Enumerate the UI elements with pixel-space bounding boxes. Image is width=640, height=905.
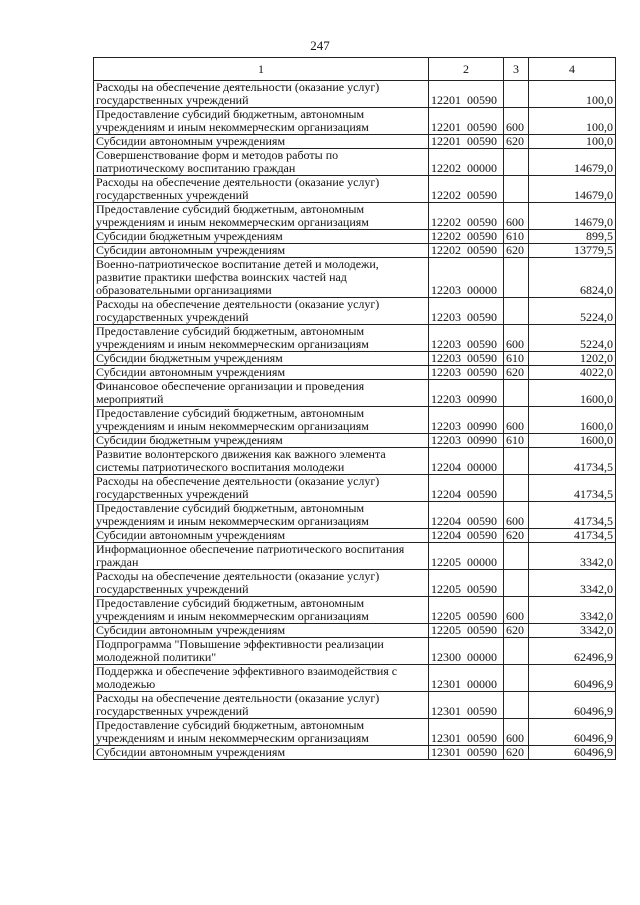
row-code bbox=[429, 434, 504, 448]
table-row bbox=[94, 624, 616, 638]
row-code-direction: 00590 bbox=[467, 623, 497, 637]
row-name: Предоставление субсидий бюджетным, автономным учреждениям и иным некоммерческим организациям bbox=[94, 325, 429, 352]
row-code bbox=[429, 475, 504, 502]
row-expense-type bbox=[504, 638, 529, 665]
row-name: Финансовое обеспечение организации и проведения мероприятий bbox=[94, 380, 429, 407]
row-expense-type: 600 bbox=[504, 203, 529, 230]
table-row bbox=[94, 203, 616, 230]
row-expense-type: 610 bbox=[504, 352, 529, 366]
row-expense-type: 600 bbox=[504, 325, 529, 352]
row-code bbox=[429, 81, 504, 108]
row-amount: 60496,9 bbox=[529, 746, 616, 760]
table-row bbox=[94, 543, 616, 570]
row-code bbox=[429, 692, 504, 719]
row-code-direction: 00000 bbox=[467, 555, 497, 569]
row-code-direction: 00990 bbox=[467, 419, 497, 433]
row-name: Субсидии автономным учреждениям bbox=[94, 529, 429, 543]
row-expense-type bbox=[504, 665, 529, 692]
row-code bbox=[429, 258, 504, 298]
table-row bbox=[94, 149, 616, 176]
table-row bbox=[94, 692, 616, 719]
row-expense-type bbox=[504, 380, 529, 407]
row-code-direction: 00990 bbox=[467, 433, 497, 447]
row-code bbox=[429, 570, 504, 597]
table-row bbox=[94, 502, 616, 529]
row-name: Поддержка и обеспечение эффективного взаимодействия с молодежью bbox=[94, 665, 429, 692]
row-code-program: 12205 bbox=[431, 609, 461, 623]
column-header-2: 2 bbox=[429, 58, 504, 81]
row-name: Субсидии бюджетным учреждениям bbox=[94, 434, 429, 448]
row-code-direction: 00990 bbox=[467, 392, 497, 406]
row-amount: 13779,5 bbox=[529, 244, 616, 258]
row-code-program: 12204 bbox=[431, 528, 461, 542]
table-row bbox=[94, 81, 616, 108]
row-amount: 14679,0 bbox=[529, 203, 616, 230]
row-name: Информационное обеспечение патриотического воспитания граждан bbox=[94, 543, 429, 570]
row-expense-type: 610 bbox=[504, 434, 529, 448]
row-name: Совершенствование форм и методов работы по патриотическому воспитанию граждан bbox=[94, 149, 429, 176]
row-code-direction: 00590 bbox=[467, 609, 497, 623]
table-row bbox=[94, 258, 616, 298]
row-amount: 41734,5 bbox=[529, 529, 616, 543]
row-code-direction: 00590 bbox=[467, 528, 497, 542]
row-code-program: 12205 bbox=[431, 582, 461, 596]
table-row bbox=[94, 597, 616, 624]
row-code-program: 12202 bbox=[431, 215, 461, 229]
row-code-direction: 00590 bbox=[467, 582, 497, 596]
row-code bbox=[429, 244, 504, 258]
row-expense-type: 620 bbox=[504, 135, 529, 149]
row-expense-type bbox=[504, 570, 529, 597]
row-code bbox=[429, 597, 504, 624]
row-expense-type bbox=[504, 543, 529, 570]
row-code bbox=[429, 230, 504, 244]
row-amount: 4022,0 bbox=[529, 366, 616, 380]
row-code-program: 12203 bbox=[431, 392, 461, 406]
row-name: Расходы на обеспечение деятельности (оказание услуг) государственных учреждений bbox=[94, 475, 429, 502]
row-code-direction: 00590 bbox=[467, 365, 497, 379]
row-code bbox=[429, 352, 504, 366]
row-code-direction: 00590 bbox=[467, 134, 497, 148]
table-row bbox=[94, 665, 616, 692]
row-name: Предоставление субсидий бюджетным, автономным учреждениям и иным некоммерческим организациям bbox=[94, 407, 429, 434]
row-code-direction: 00590 bbox=[467, 229, 497, 243]
row-code bbox=[429, 366, 504, 380]
table-row bbox=[94, 719, 616, 746]
table-row bbox=[94, 570, 616, 597]
row-amount: 5224,0 bbox=[529, 298, 616, 325]
row-amount: 6824,0 bbox=[529, 258, 616, 298]
table-row bbox=[94, 230, 616, 244]
row-expense-type: 620 bbox=[504, 624, 529, 638]
row-amount: 60496,9 bbox=[529, 692, 616, 719]
row-expense-type: 600 bbox=[504, 108, 529, 135]
row-expense-type: 600 bbox=[504, 597, 529, 624]
row-amount: 1202,0 bbox=[529, 352, 616, 366]
row-name: Расходы на обеспечение деятельности (оказание услуг) государственных учреждений bbox=[94, 176, 429, 203]
row-amount: 1600,0 bbox=[529, 434, 616, 448]
row-code-program: 12300 bbox=[431, 650, 461, 664]
row-amount: 3342,0 bbox=[529, 543, 616, 570]
row-amount: 14679,0 bbox=[529, 149, 616, 176]
row-code bbox=[429, 407, 504, 434]
row-name: Развитие волонтерского движения как важного элемента системы патриотического воспитания молодежи bbox=[94, 448, 429, 475]
row-code-direction: 00000 bbox=[467, 283, 497, 297]
row-code-program: 12202 bbox=[431, 188, 461, 202]
table-row bbox=[94, 108, 616, 135]
column-header-1: 1 bbox=[94, 58, 429, 81]
row-code-program: 12301 bbox=[431, 731, 461, 745]
table-body bbox=[94, 81, 616, 760]
row-code-program: 12205 bbox=[431, 555, 461, 569]
table-row bbox=[94, 475, 616, 502]
row-expense-type bbox=[504, 81, 529, 108]
row-code-program: 12203 bbox=[431, 419, 461, 433]
row-name: Предоставление субсидий бюджетным, автономным учреждениям и иным некоммерческим организациям bbox=[94, 597, 429, 624]
row-expense-type bbox=[504, 692, 529, 719]
row-code bbox=[429, 380, 504, 407]
row-name: Субсидии бюджетным учреждениям bbox=[94, 230, 429, 244]
row-expense-type bbox=[504, 176, 529, 203]
row-expense-type: 620 bbox=[504, 746, 529, 760]
row-code-direction: 00590 bbox=[467, 487, 497, 501]
row-expense-type bbox=[504, 448, 529, 475]
row-amount: 62496,9 bbox=[529, 638, 616, 665]
row-name: Предоставление субсидий бюджетным, автономным учреждениям и иным некоммерческим организациям bbox=[94, 203, 429, 230]
row-code-program: 12203 bbox=[431, 433, 461, 447]
row-code bbox=[429, 108, 504, 135]
table-row bbox=[94, 325, 616, 352]
row-code-direction: 00590 bbox=[467, 120, 497, 134]
row-amount: 1600,0 bbox=[529, 380, 616, 407]
row-code-direction: 00000 bbox=[467, 161, 497, 175]
row-code bbox=[429, 135, 504, 149]
row-name: Подпрограмма "Повышение эффективности реализации молодежной политики" bbox=[94, 638, 429, 665]
row-code-direction: 00590 bbox=[467, 731, 497, 745]
row-amount: 60496,9 bbox=[529, 665, 616, 692]
row-amount: 41734,5 bbox=[529, 475, 616, 502]
row-name: Расходы на обеспечение деятельности (оказание услуг) государственных учреждений bbox=[94, 298, 429, 325]
row-expense-type: 610 bbox=[504, 230, 529, 244]
row-expense-type: 620 bbox=[504, 366, 529, 380]
table-row bbox=[94, 298, 616, 325]
row-code-direction: 00590 bbox=[467, 337, 497, 351]
row-code bbox=[429, 149, 504, 176]
row-amount: 3342,0 bbox=[529, 570, 616, 597]
table-row bbox=[94, 352, 616, 366]
table-row bbox=[94, 746, 616, 760]
row-name: Субсидии автономным учреждениям bbox=[94, 366, 429, 380]
table-row bbox=[94, 529, 616, 543]
row-amount: 41734,5 bbox=[529, 448, 616, 475]
row-code-program: 12205 bbox=[431, 623, 461, 637]
table-row bbox=[94, 380, 616, 407]
row-code-direction: 00590 bbox=[467, 243, 497, 257]
row-name: Расходы на обеспечение деятельности (оказание услуг) государственных учреждений bbox=[94, 692, 429, 719]
table-row bbox=[94, 638, 616, 665]
row-name: Субсидии автономным учреждениям bbox=[94, 135, 429, 149]
table-row bbox=[94, 366, 616, 380]
row-code-program: 12204 bbox=[431, 460, 461, 474]
column-header-3: 3 bbox=[504, 58, 529, 81]
row-code-direction: 00590 bbox=[467, 310, 497, 324]
row-code bbox=[429, 638, 504, 665]
row-code bbox=[429, 665, 504, 692]
row-code-program: 12301 bbox=[431, 677, 461, 691]
row-code bbox=[429, 529, 504, 543]
row-code-program: 12203 bbox=[431, 337, 461, 351]
row-code-program: 12204 bbox=[431, 514, 461, 528]
row-amount: 100,0 bbox=[529, 108, 616, 135]
table-row bbox=[94, 448, 616, 475]
row-name: Субсидии автономным учреждениям bbox=[94, 244, 429, 258]
budget-table bbox=[93, 57, 616, 760]
row-name: Расходы на обеспечение деятельности (оказание услуг) государственных учреждений bbox=[94, 570, 429, 597]
row-code bbox=[429, 203, 504, 230]
row-code-direction: 00000 bbox=[467, 460, 497, 474]
row-code-program: 12203 bbox=[431, 310, 461, 324]
row-code-direction: 00590 bbox=[467, 93, 497, 107]
row-name: Субсидии автономным учреждениям bbox=[94, 746, 429, 760]
row-amount: 41734,5 bbox=[529, 502, 616, 529]
row-expense-type bbox=[504, 149, 529, 176]
row-code-program: 12203 bbox=[431, 351, 461, 365]
row-amount: 1600,0 bbox=[529, 407, 616, 434]
row-code-program: 12203 bbox=[431, 365, 461, 379]
row-amount: 100,0 bbox=[529, 81, 616, 108]
row-amount: 5224,0 bbox=[529, 325, 616, 352]
row-code-direction: 00000 bbox=[467, 677, 497, 691]
column-header-4: 4 bbox=[529, 58, 616, 81]
row-code-direction: 00590 bbox=[467, 704, 497, 718]
row-code-direction: 00000 bbox=[467, 650, 497, 664]
row-name: Предоставление субсидий бюджетным, автономным учреждениям и иным некоммерческим организациям bbox=[94, 108, 429, 135]
row-amount: 60496,9 bbox=[529, 719, 616, 746]
table-header-row bbox=[94, 58, 616, 81]
row-code bbox=[429, 448, 504, 475]
row-code-program: 12202 bbox=[431, 229, 461, 243]
row-code bbox=[429, 176, 504, 203]
row-code bbox=[429, 624, 504, 638]
row-amount: 3342,0 bbox=[529, 624, 616, 638]
row-expense-type bbox=[504, 298, 529, 325]
row-name: Предоставление субсидий бюджетным, автономным учреждениям и иным некоммерческим организациям bbox=[94, 502, 429, 529]
table-row bbox=[94, 176, 616, 203]
row-code-program: 12202 bbox=[431, 161, 461, 175]
row-code bbox=[429, 325, 504, 352]
row-expense-type: 600 bbox=[504, 719, 529, 746]
row-amount: 100,0 bbox=[529, 135, 616, 149]
row-name: Военно-патриотическое воспитание детей и молодежи, развитие практики шефства воинских частей над образовательными организациями bbox=[94, 258, 429, 298]
row-code-program: 12301 bbox=[431, 704, 461, 718]
page-number: 247 bbox=[310, 38, 330, 53]
row-code-program: 12301 bbox=[431, 745, 461, 759]
row-code-direction: 00590 bbox=[467, 215, 497, 229]
row-expense-type: 620 bbox=[504, 244, 529, 258]
table-row bbox=[94, 434, 616, 448]
row-code-direction: 00590 bbox=[467, 351, 497, 365]
row-amount: 3342,0 bbox=[529, 597, 616, 624]
row-code-program: 12201 bbox=[431, 120, 461, 134]
row-code bbox=[429, 502, 504, 529]
row-name: Субсидии автономным учреждениям bbox=[94, 624, 429, 638]
row-code bbox=[429, 543, 504, 570]
row-name: Субсидии бюджетным учреждениям bbox=[94, 352, 429, 366]
table-row bbox=[94, 244, 616, 258]
row-amount: 14679,0 bbox=[529, 176, 616, 203]
row-code-program: 12201 bbox=[431, 134, 461, 148]
row-name: Расходы на обеспечение деятельности (оказание услуг) государственных учреждений bbox=[94, 81, 429, 108]
table-row bbox=[94, 407, 616, 434]
row-expense-type bbox=[504, 258, 529, 298]
row-code-direction: 00590 bbox=[467, 514, 497, 528]
row-code-direction: 00590 bbox=[467, 188, 497, 202]
row-expense-type: 600 bbox=[504, 407, 529, 434]
row-code-program: 12203 bbox=[431, 283, 461, 297]
row-code-program: 12202 bbox=[431, 243, 461, 257]
row-expense-type bbox=[504, 475, 529, 502]
row-expense-type: 620 bbox=[504, 529, 529, 543]
table-row bbox=[94, 135, 616, 149]
row-code-program: 12201 bbox=[431, 93, 461, 107]
row-amount: 899,5 bbox=[529, 230, 616, 244]
row-code-program: 12204 bbox=[431, 487, 461, 501]
row-expense-type: 600 bbox=[504, 502, 529, 529]
row-code bbox=[429, 746, 504, 760]
row-code bbox=[429, 719, 504, 746]
row-code bbox=[429, 298, 504, 325]
row-code-direction: 00590 bbox=[467, 745, 497, 759]
row-name: Предоставление субсидий бюджетным, автономным учреждениям и иным некоммерческим организациям bbox=[94, 719, 429, 746]
